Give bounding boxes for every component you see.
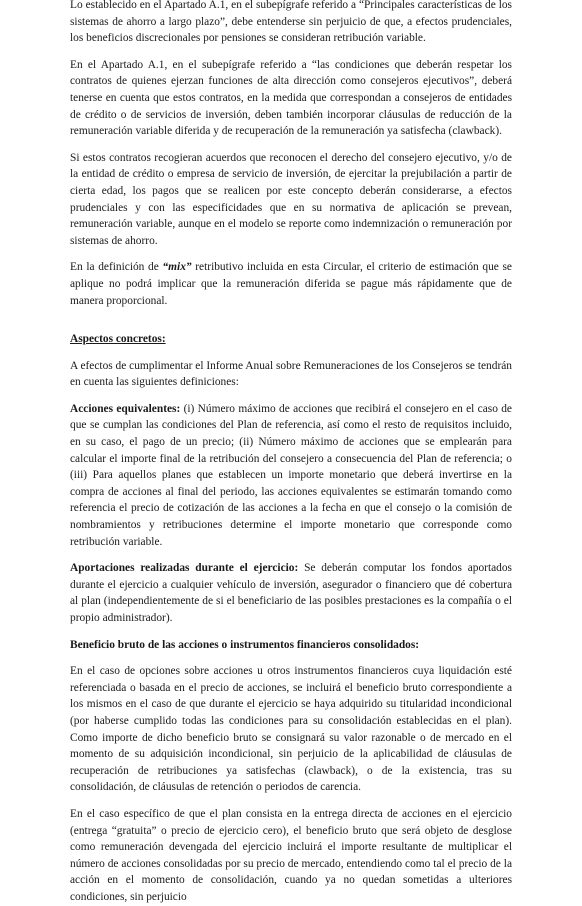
mix-post-text: retributivo incluida en esta Circular, el criterio de estimación que se aplique no podrá implicar que la remuneración diferida se pague más rápidamente que de manera proporcional. xyxy=(70,261,512,307)
definition-contributions: Se deberán computar los fondos aportados durante el ejercicio a cualquier vehículo de inversión, asegurador o financiero que dé cobertura al plan (independientemente de si el beneficiario de las posibles prestaciones es la compañía o el propio administrador). xyxy=(70,562,512,624)
term-contributions: Aportaciones realizadas durante el ejercicio: xyxy=(70,562,299,575)
heading-gross-benefit: Beneficio bruto de las acciones o instrumentos financieros consolidados: xyxy=(70,638,420,651)
mix-pre-text: En la definición de xyxy=(70,261,163,274)
section-title-aspectos: Aspectos concretos: xyxy=(70,333,166,346)
term-equivalent-shares: Acciones equivalentes: xyxy=(70,402,181,415)
definition-equivalent-shares: (i) Número máximo de acciones que recibirá el consejero en el caso de que se cumplan las condiciones del Plan de referencia, así como el resto de requisitos incluido, en su caso, el pago de un precio; (ii) Número máximo de acciones que se emplearán para calcular el importe final de la retribución del consejero a consecuencia del Plan de referencia; o (iii) Para aquellos planes que establecen un importe monetario que deberá invertirse en la compra de acciones al final del periodo, las acciones equivalentes se estimarán tomando como referencia el precio de cotización de las acciones a la fecha en que el consejo o la comisión de nombramientos y retribuciones determine el importe monetario que corresponde como retribución variable. xyxy=(70,402,512,548)
paragraph-early-retirement: Si estos contratos recogieran acuerdos que reconocen el derecho del consejero ejecutivo, y/o de la entidad de crédito o empresa de servicio de inversión, de ejercitar la prejubilación a partir de cierta edad, los pagos que se realicen por este concepto deberán considerarse, a efectos prudenciales y con las especificidades que en su normativa de aplicación se prevean, remuneración variable, aunque en el modelo se reporte como indemnización o remuneración por sistemas de ahorro. xyxy=(70,151,512,247)
mix-term: “mix” xyxy=(162,261,192,274)
paragraph-stock-options: En el caso de opciones sobre acciones u otros instrumentos financieros cuya liquidación esté referenciada o basada en el precio de acciones, se incluirá el beneficio bruto correspondiente a los mismos en el caso de que durante el ejercicio se haya adquirido su titularidad incondicional (por haberse cumplido todas las condiciones para su consolidación establecidas en el plan). Como importe de dicho beneficio bruto se consignará su valor razonable o de mercado en el momento de su adquisición incondicional, sin perjuicio de la aplicabilidad de cláusulas de recuperación de retribuciones ya satisfechas (clawback), o de la existencia, tras su consolidación, de cláusulas de retención o periodos de carencia. xyxy=(70,665,512,794)
paragraph-contracts: En el Apartado A.1, en el subepígrafe referido a “las condiciones que deberán respetar los contratos de quienes ejerzan funciones de alta dirección como consejeros ejecutivos”, deberá tenerse en cuenta que estos contratos, en la medida que correspondan a consejeros de entidades de crédito o de servicios de inversión, deben también incorporar cláusulas de reducción de la remuneración variable diferida y de recuperación de la remuneración ya satisfecha (clawback). xyxy=(70,58,512,138)
paragraph-contributions xyxy=(70,560,512,626)
paragraph-definitions-intro: A efectos de cumplimentar el Informe Anual sobre Remuneraciones de los Consejeros se tendrán en cuenta las siguientes definiciones: xyxy=(70,359,512,389)
paragraph-direct-delivery: En el caso específico de que el plan consista en la entrega directa de acciones en el ejercicio (entrega “gratuita” o precio de ejercicio cero), el beneficio bruto que será objeto de desglose como remuneración devengada del ejercicio incluirá el importe resultante de multiplicar el número de acciones consolidadas por su precio de mercado, entendiendo como tal el precio de la acción en el momento de consolidación, cuando ya no quedan sometidas a ulteriores condiciones, sin perjuicio xyxy=(70,807,512,903)
paragraph-equivalent-shares xyxy=(70,401,512,550)
paragraph-mix xyxy=(70,259,512,309)
paragraph-pensions: Lo establecido en el Apartado A.1, en el subepígrafe referido a “Principales características de los sistemas de ahorro a largo plazo”, debe entenderse sin perjuicio de que, a efectos prudenciales, los beneficios discrecionales por pensiones se consideran retribución variable. xyxy=(70,0,512,45)
